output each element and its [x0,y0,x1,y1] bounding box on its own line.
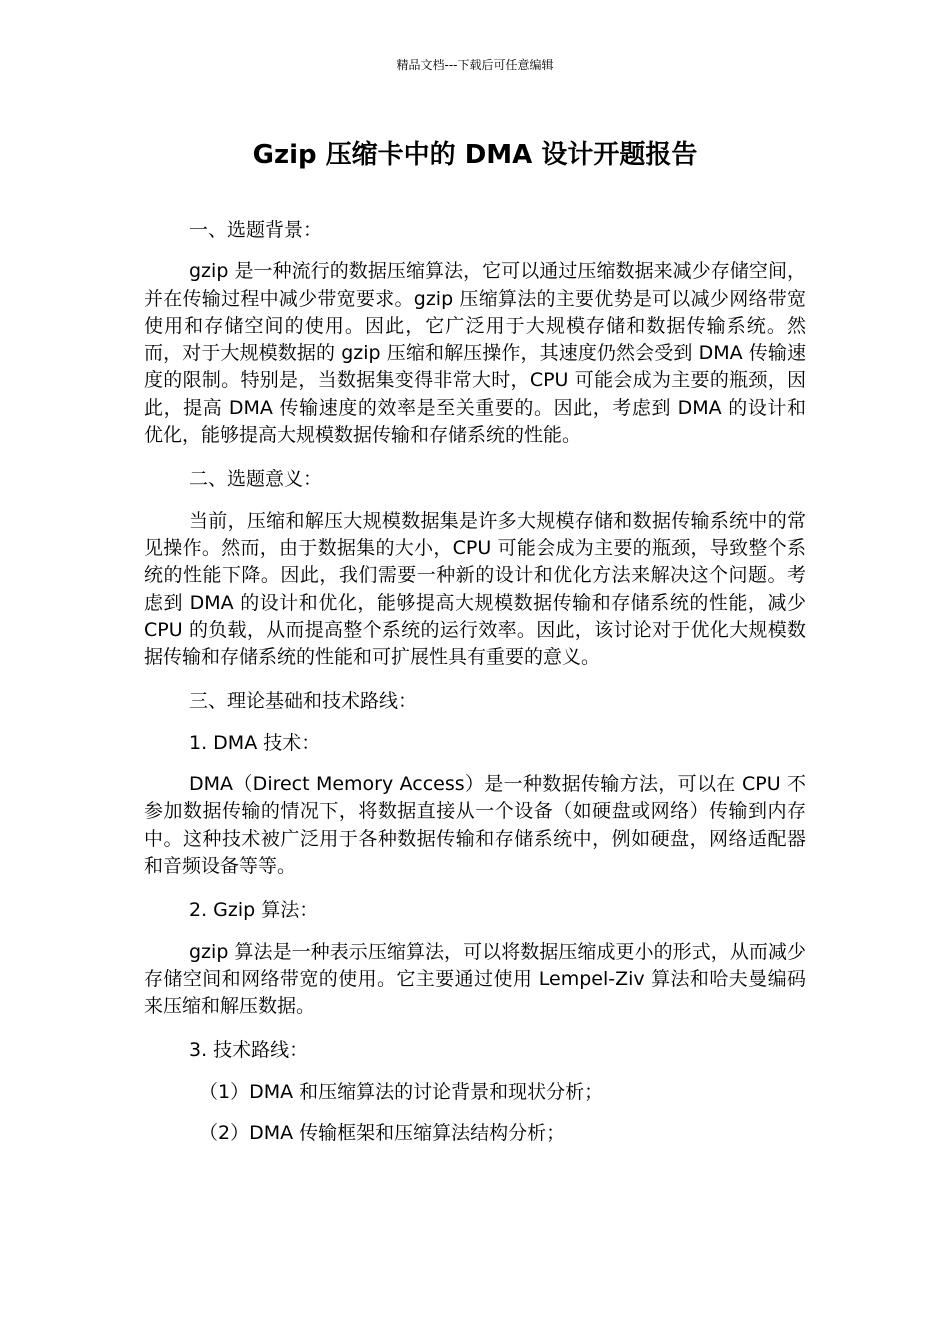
subsection-heading-gzip: 2. Gzip 算法： [189,899,319,922]
paragraph-significance: 当前，压缩和解压大规模数据集是许多大规模存储和数据传输系统中的常见操作。然而，由于数据集的大小，CPU 可能会成为主要的瓶颈，导致整个系统的性能下降。因此，我们需要一种新的设计和优化方法来解决这个问题。考虑到 DMA 的设计和优化，能够提高大规模数据传输和存储系统的性能，减少 CPU 的负载，从而提高整个系统的运行效率。因此，该讨论对于优化大规模数据传输和存储系统的性能和可扩展性具有重要的意义。 [144,509,806,669]
paragraph-gzip: gzip 算法是一种表示压缩算法，可以将数据压缩成更小的形式，从而减少存储空间和网络带宽的使用。它主要通过使用 Lempel-Ziv 算法和哈夫曼编码来压缩和解压数据。 [144,940,806,1018]
section-heading-theory: 三、理论基础和技术路线： [189,690,418,713]
document-title: Gzip 压缩卡中的 DMA 设计开题报告 [252,140,698,170]
section-heading-background: 一、选题背景： [189,219,323,241]
section-heading-significance: 二、选题意义： [189,468,323,491]
subsection-heading-route: 3. 技术路线： [189,1039,309,1062]
document-body [144,217,806,1147]
route-item: （1）DMA 和压缩算法的讨论背景和现状分析； [199,1080,604,1103]
paragraph-dma: DMA（Direct Memory Access）是一种数据传输方法，可以在 CPU 不参加数据传输的情况下，将数据直接从一个设备（如硬盘或网络）传输到内存中。这种技术被广泛用于各种数据传输和存储系统中，例如硬盘，网络适配器和音频设备等等。 [144,773,806,877]
paragraph-background: gzip 是一种流行的数据压缩算法，它可以通过压缩数据来减少存储空间，并在传输过程中减少带宽要求。gzip 压缩算法的主要优势是可以减少网络带宽使用和存储空间的使用。因此，它广泛用于大规模存储和数据传输系统。然而，对于大规模数据的 gzip 压缩和解压操作，其速度仍然会受到 DMA 传输速度的限制。特别是，当数据集变得非常大时，CPU 可能会成为主要的瓶颈，因此，提高 DMA 传输速度的效率是至关重要的。因此，考虑到 DMA 的设计和优化，能够提高大规模数据传输和存储系统的性能。 [144,260,806,447]
page-header: 精品文档---下载后可任意编辑 [396,58,554,72]
route-item: （2）DMA 传输框架和压缩算法结构分析； [199,1122,566,1145]
subsection-heading-dma: 1. DMA 技术： [189,731,321,754]
